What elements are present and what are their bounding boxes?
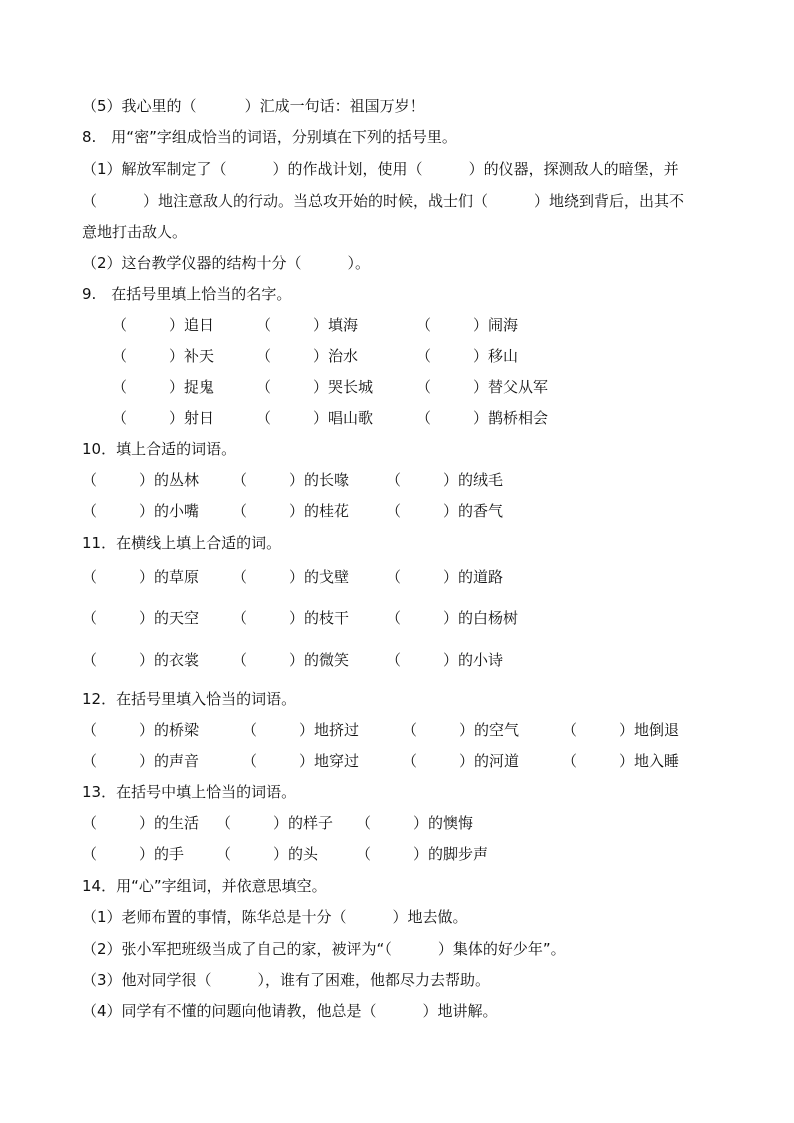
fill-item <box>256 315 358 335</box>
fill-item <box>82 844 184 864</box>
q9-title: 9. 在括号里填上恰当的名字。 <box>82 285 292 303</box>
open-paren: （ <box>216 814 232 832</box>
open-paren: （ <box>356 814 372 832</box>
fill-item <box>82 501 199 521</box>
fill-item-text: ）的天空 <box>139 609 200 627</box>
fill-item <box>112 346 214 366</box>
q14-text: ）地讲解。 <box>422 1002 498 1020</box>
open-paren: （ <box>562 752 578 770</box>
open-paren: （ <box>82 609 98 627</box>
fill-item <box>82 567 199 587</box>
q8-text: （1）解放军制定了（ <box>82 160 227 178</box>
fill-item <box>386 470 503 490</box>
fill-item-text: ）捉鬼 <box>169 378 215 396</box>
fill-item-text: ）的生活 <box>139 814 200 832</box>
fill-item-text: ）闹海 <box>473 316 519 334</box>
open-paren: （ <box>256 378 272 396</box>
fill-item <box>356 813 473 833</box>
open-paren: （ <box>216 845 232 863</box>
fill-item-text: ）的脚步声 <box>413 845 489 863</box>
q14-text: （4）同学有不懂的问题向他请教，他总是（ <box>82 1002 377 1020</box>
fill-item <box>82 470 199 490</box>
q14-text: （3）他对同学很（ <box>82 971 212 989</box>
q14-text: ）集体的好少年”。 <box>437 940 566 958</box>
fill-item <box>82 751 199 771</box>
open-paren: （ <box>232 609 248 627</box>
fill-item-text: ）的微笑 <box>289 651 350 669</box>
fill-item <box>386 567 503 587</box>
open-paren: （ <box>112 409 128 427</box>
q8-title: 8. 用“密”字组成恰当的词语，分别填在下列的括号里。 <box>82 128 457 146</box>
open-paren: （ <box>112 378 128 396</box>
fill-item-text: ）射日 <box>169 409 215 427</box>
open-paren: （ <box>386 568 402 586</box>
fill-item <box>232 470 349 490</box>
q13-title: 13．在括号中填上恰当的词语。 <box>82 783 297 801</box>
fill-item-text: ）的长喙 <box>289 471 350 489</box>
fill-item-text: ）的丛林 <box>139 471 200 489</box>
fill-item-text: ）的小诗 <box>443 651 504 669</box>
q10-title: 10．填上合适的词语。 <box>82 440 237 458</box>
q8-text: （2）这台教学仪器的结构十分（ <box>82 254 302 272</box>
open-paren: （ <box>112 347 128 365</box>
q8-text: ）。 <box>347 254 371 272</box>
q8-text: ）的作战计划，使用（ <box>272 160 423 178</box>
fill-item <box>82 650 199 670</box>
open-paren: （ <box>232 502 248 520</box>
fill-item <box>112 315 214 335</box>
fill-item-text: ）的白杨树 <box>443 609 519 627</box>
fill-item-text: ）的手 <box>139 845 185 863</box>
q8-text: ）的仪器，探测敌人的暗堡，并 <box>468 160 679 178</box>
q14-text: ），谁有了困难，他都尽力去帮助。 <box>257 971 491 989</box>
fill-item-text: ）的河道 <box>459 752 520 770</box>
fill-item-text: ）的草原 <box>139 568 200 586</box>
fill-item-text: ）的香气 <box>443 502 504 520</box>
open-paren: （ <box>256 347 272 365</box>
q8-line3: 意地打击敌人。 <box>82 223 188 241</box>
fill-item <box>386 608 518 628</box>
open-paren: （ <box>416 378 432 396</box>
fill-item-text: ）地入睡 <box>619 752 680 770</box>
fill-item <box>256 346 358 366</box>
open-paren: （ <box>242 752 258 770</box>
fill-item <box>416 377 548 397</box>
fill-item <box>256 377 373 397</box>
open-paren: （ <box>232 651 248 669</box>
open-paren: （ <box>386 502 402 520</box>
fill-item <box>386 501 503 521</box>
open-paren: （ <box>356 845 372 863</box>
open-paren: （ <box>82 651 98 669</box>
fill-item <box>256 408 373 428</box>
q8-line4 <box>82 253 370 273</box>
open-paren: （ <box>386 651 402 669</box>
fill-item-text: ）的桥梁 <box>139 721 200 739</box>
open-paren: （ <box>82 814 98 832</box>
fill-item-text: ）地倒退 <box>619 721 680 739</box>
q7-item5-number: （5） <box>82 97 122 115</box>
fill-item <box>402 751 519 771</box>
fill-item <box>416 315 518 335</box>
q8-text: （ <box>82 192 98 210</box>
fill-item-text: ）的绒毛 <box>443 471 504 489</box>
q7-item5-line <box>82 96 425 116</box>
fill-item-text: ）的懊悔 <box>413 814 474 832</box>
open-paren: （ <box>82 502 98 520</box>
open-paren: （ <box>562 721 578 739</box>
q14-item3 <box>82 970 490 990</box>
fill-item <box>562 720 679 740</box>
fill-item-text: ）填海 <box>313 316 359 334</box>
fill-item <box>242 751 359 771</box>
q7-item5-post: ）汇成一句话：祖国万岁！ <box>244 97 425 115</box>
q14-text: ）地去做。 <box>392 908 468 926</box>
open-paren: （ <box>416 347 432 365</box>
fill-item <box>386 650 503 670</box>
open-paren: （ <box>242 721 258 739</box>
q8-line2 <box>82 191 684 211</box>
q11-title: 11．在横线上填上合适的词。 <box>82 534 282 552</box>
q14-text: （1）老师布置的事情，陈华总是十分（ <box>82 908 347 926</box>
fill-item <box>356 844 488 864</box>
open-paren: （ <box>112 316 128 334</box>
q8-text: ）地绕到背后，出其不 <box>534 192 685 210</box>
open-paren: （ <box>416 409 432 427</box>
open-paren: （ <box>386 471 402 489</box>
fill-item <box>562 751 679 771</box>
fill-item-text: ）替父从军 <box>473 378 549 396</box>
q14-item2 <box>82 939 566 959</box>
open-paren: （ <box>82 471 98 489</box>
fill-item <box>242 720 359 740</box>
fill-item <box>82 720 199 740</box>
fill-item <box>82 608 199 628</box>
open-paren: （ <box>256 409 272 427</box>
open-paren: （ <box>386 609 402 627</box>
open-paren: （ <box>256 316 272 334</box>
fill-item-text: ）的桂花 <box>289 502 350 520</box>
open-paren: （ <box>402 752 418 770</box>
q14-title: 14．用“心”字组词，并依意思填空。 <box>82 877 327 895</box>
fill-item <box>416 346 518 366</box>
fill-item-text: ）的衣裳 <box>139 651 200 669</box>
fill-item-text: ）的空气 <box>459 721 520 739</box>
fill-item-text: ）的声音 <box>139 752 200 770</box>
fill-item <box>112 408 214 428</box>
fill-item-text: ）唱山歌 <box>313 409 374 427</box>
q8-line1 <box>82 159 679 179</box>
open-paren: （ <box>416 316 432 334</box>
fill-item-text: ）的头 <box>273 845 319 863</box>
fill-item-text: ）地穿过 <box>299 752 360 770</box>
open-paren: （ <box>82 752 98 770</box>
open-paren: （ <box>82 845 98 863</box>
fill-item-text: ）的枝干 <box>289 609 350 627</box>
open-paren: （ <box>402 721 418 739</box>
fill-item <box>232 567 349 587</box>
open-paren: （ <box>232 568 248 586</box>
open-paren: （ <box>232 471 248 489</box>
fill-item-text: ）地挤过 <box>299 721 360 739</box>
fill-item-text: ）的道路 <box>443 568 504 586</box>
q14-item4 <box>82 1001 498 1021</box>
fill-item-text: ）的戈壁 <box>289 568 350 586</box>
fill-item <box>232 650 349 670</box>
q14-text: （2）张小军把班级当成了自己的家，被评为“（ <box>82 940 392 958</box>
fill-item-text: ）移山 <box>473 347 519 365</box>
fill-item-text: ）补天 <box>169 347 215 365</box>
fill-item <box>402 720 519 740</box>
open-paren: （ <box>82 721 98 739</box>
fill-item <box>232 501 349 521</box>
fill-item-text: ）的小嘴 <box>139 502 200 520</box>
q14-item1 <box>82 907 468 927</box>
open-paren: （ <box>82 568 98 586</box>
fill-item <box>416 408 548 428</box>
fill-item-text: ）追日 <box>169 316 215 334</box>
q8-text: ）地注意敌人的行动。当总攻开始的时候，战士们（ <box>143 192 489 210</box>
fill-item-text: ）哭长城 <box>313 378 374 396</box>
fill-item <box>232 608 349 628</box>
q12-title: 12．在括号里填入恰当的词语。 <box>82 690 297 708</box>
fill-item-text: ）的样子 <box>273 814 334 832</box>
fill-item <box>82 813 199 833</box>
fill-item <box>216 844 318 864</box>
fill-item <box>216 813 333 833</box>
q7-item5-pre: 我心里的（ <box>121 97 197 115</box>
fill-item <box>112 377 214 397</box>
fill-item-text: ）鹊桥相会 <box>473 409 549 427</box>
fill-item-text: ）治水 <box>313 347 359 365</box>
